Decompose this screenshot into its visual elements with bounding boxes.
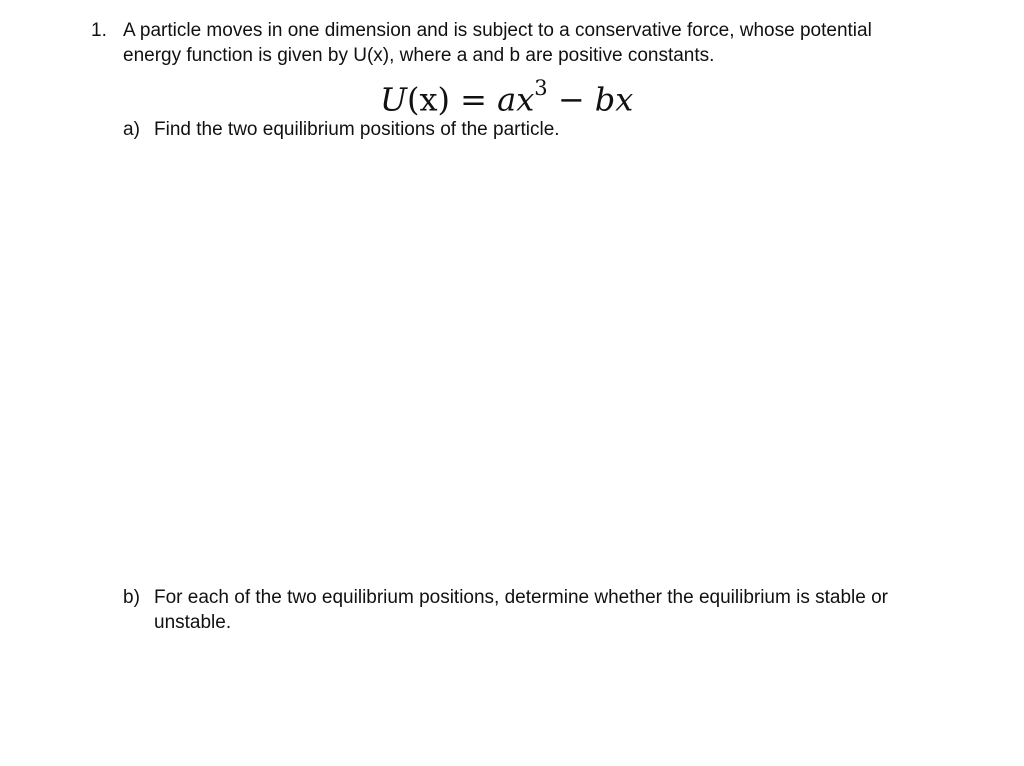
equation-term2: bx: [594, 80, 634, 119]
part-b-text: For each of the two equilibrium positions, determine whether the equilibrium is stable or unstable.: [154, 587, 888, 633]
problem-statement: A particle moves in one dimension and is subject to a conservative force, whose potential energy function is given by U(x), where a and b are positive constants.: [123, 20, 872, 66]
equation-term1-exponent: 3: [534, 76, 548, 100]
equation-term1-variable: x: [516, 80, 535, 119]
equation-term1-coefficient: a: [497, 80, 517, 119]
part-b-label: b): [123, 587, 140, 608]
equation-minus: −: [557, 80, 585, 119]
potential-energy-equation: [380, 70, 640, 119]
part-a-label: a): [123, 119, 140, 140]
equation-equals: =: [460, 80, 487, 119]
problem-number: 1.: [91, 20, 107, 41]
part-a-text: Find the two equilibrium positions of the particle.: [154, 119, 560, 140]
equation-argument: (x): [406, 80, 450, 119]
equation-function: U: [380, 80, 407, 119]
